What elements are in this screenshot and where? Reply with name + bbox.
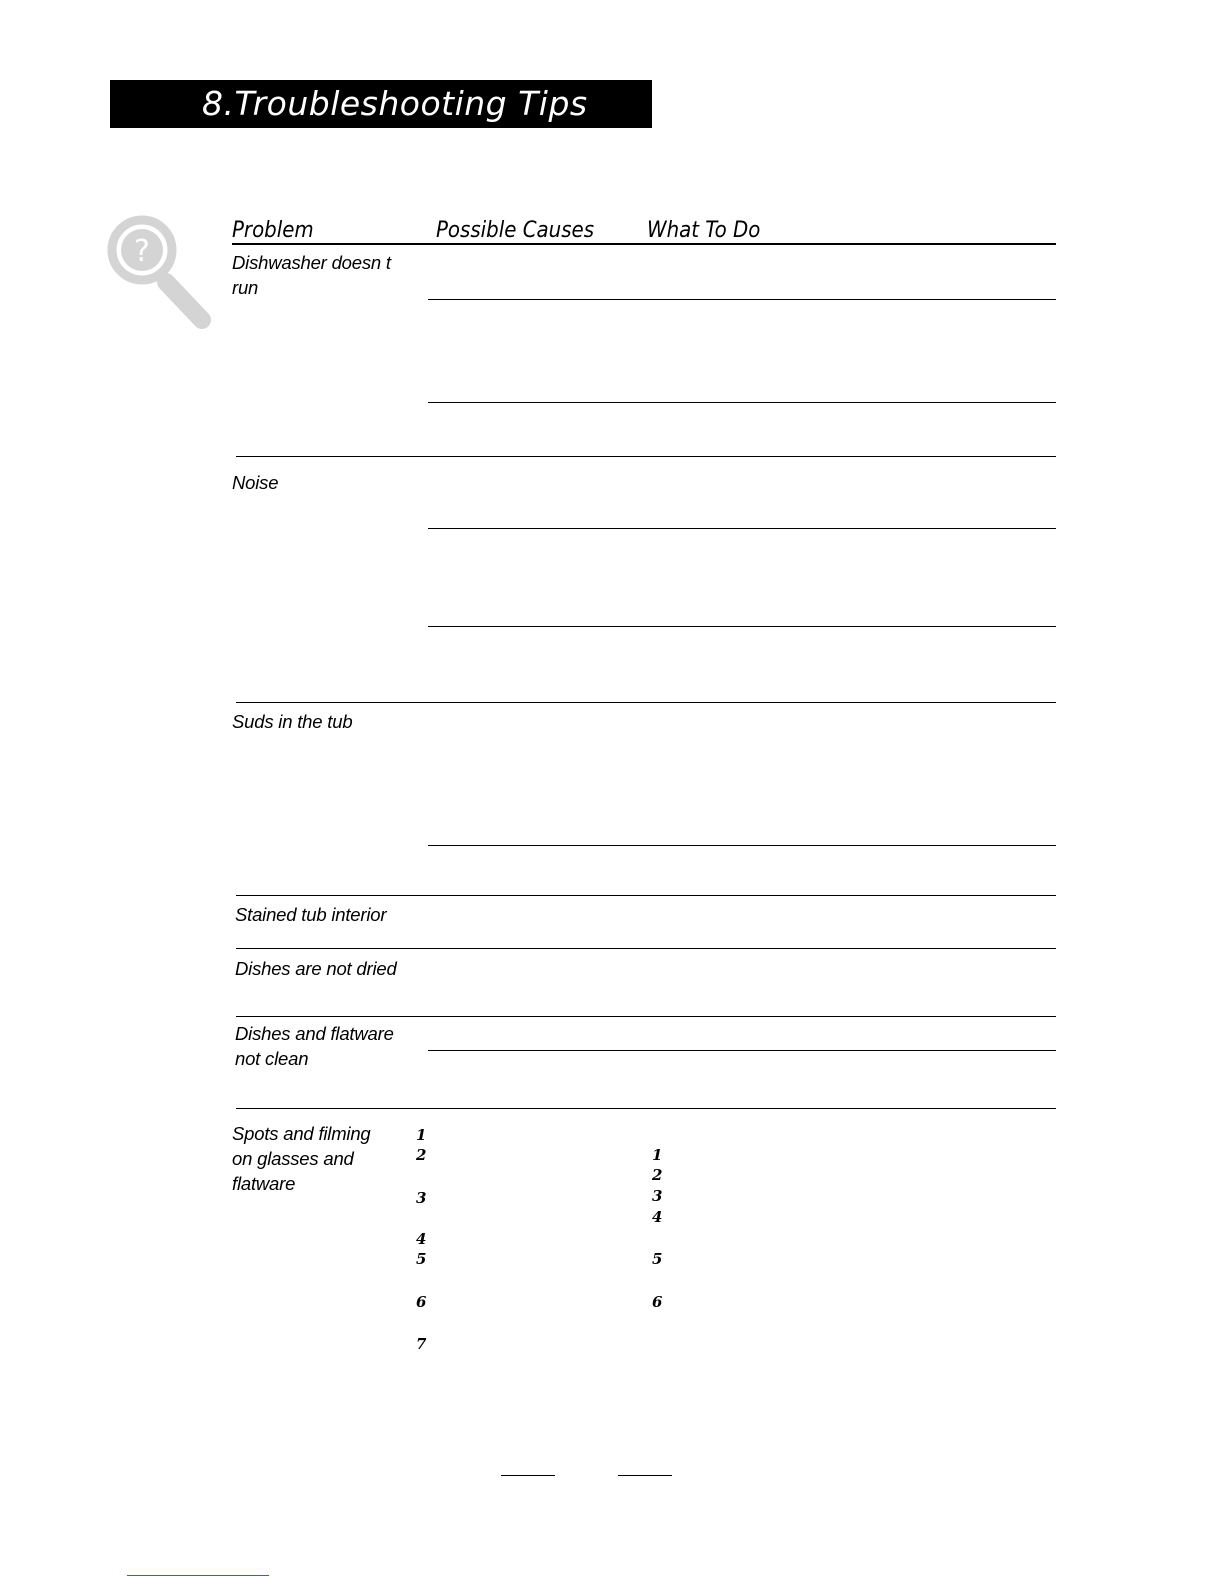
cause-number: 1 bbox=[416, 1126, 427, 1144]
problem-label: Dishwasher doesn t run bbox=[232, 252, 391, 298]
problem-label: Spots and filming on glasses and flatware bbox=[232, 1123, 371, 1194]
cause-number: 6 bbox=[416, 1293, 427, 1311]
header-what-to-do: What To Do bbox=[647, 218, 761, 243]
section-title-banner bbox=[110, 80, 652, 128]
todo-number: 3 bbox=[652, 1187, 663, 1205]
problem-divider bbox=[236, 456, 1056, 457]
problem-divider bbox=[236, 948, 1056, 949]
cause-number: 3 bbox=[416, 1189, 427, 1207]
row-divider bbox=[428, 845, 1056, 846]
question-mark: ? bbox=[134, 234, 150, 269]
row-divider bbox=[428, 1050, 1056, 1051]
problem-label: Dishes and flatware not clean bbox=[235, 1023, 394, 1069]
todo-number: 2 bbox=[652, 1166, 663, 1184]
cause-number: 5 bbox=[416, 1250, 427, 1268]
problem-label: Suds in the tub bbox=[232, 711, 353, 732]
header-rule bbox=[232, 243, 1056, 245]
problem-label: Stained tub interior bbox=[235, 904, 387, 925]
footer-link-underline bbox=[127, 1575, 269, 1576]
header-possible-causes: Possible Causes bbox=[436, 218, 595, 243]
problem-divider bbox=[236, 1016, 1056, 1017]
cause-number: 4 bbox=[416, 1230, 427, 1248]
row-divider bbox=[428, 402, 1056, 403]
row-divider bbox=[428, 299, 1056, 300]
problem-divider bbox=[236, 1108, 1056, 1109]
magnifier-question-icon bbox=[104, 212, 216, 330]
section-title: 8.Troubleshooting Tips bbox=[202, 84, 588, 123]
todo-number: 1 bbox=[652, 1146, 663, 1164]
row-divider bbox=[428, 528, 1056, 529]
underline-mark bbox=[501, 1475, 555, 1476]
header-problem: Problem bbox=[232, 218, 314, 243]
row-divider bbox=[428, 626, 1056, 627]
todo-number: 6 bbox=[652, 1293, 663, 1311]
problem-divider bbox=[236, 895, 1056, 896]
problem-divider bbox=[236, 702, 1056, 703]
underline-mark bbox=[618, 1475, 672, 1476]
todo-number: 4 bbox=[652, 1208, 663, 1226]
cause-number: 2 bbox=[416, 1146, 427, 1164]
problem-label: Noise bbox=[232, 472, 279, 493]
todo-number: 5 bbox=[652, 1250, 663, 1268]
cause-number: 7 bbox=[416, 1335, 427, 1353]
problem-label: Dishes are not dried bbox=[235, 958, 397, 979]
